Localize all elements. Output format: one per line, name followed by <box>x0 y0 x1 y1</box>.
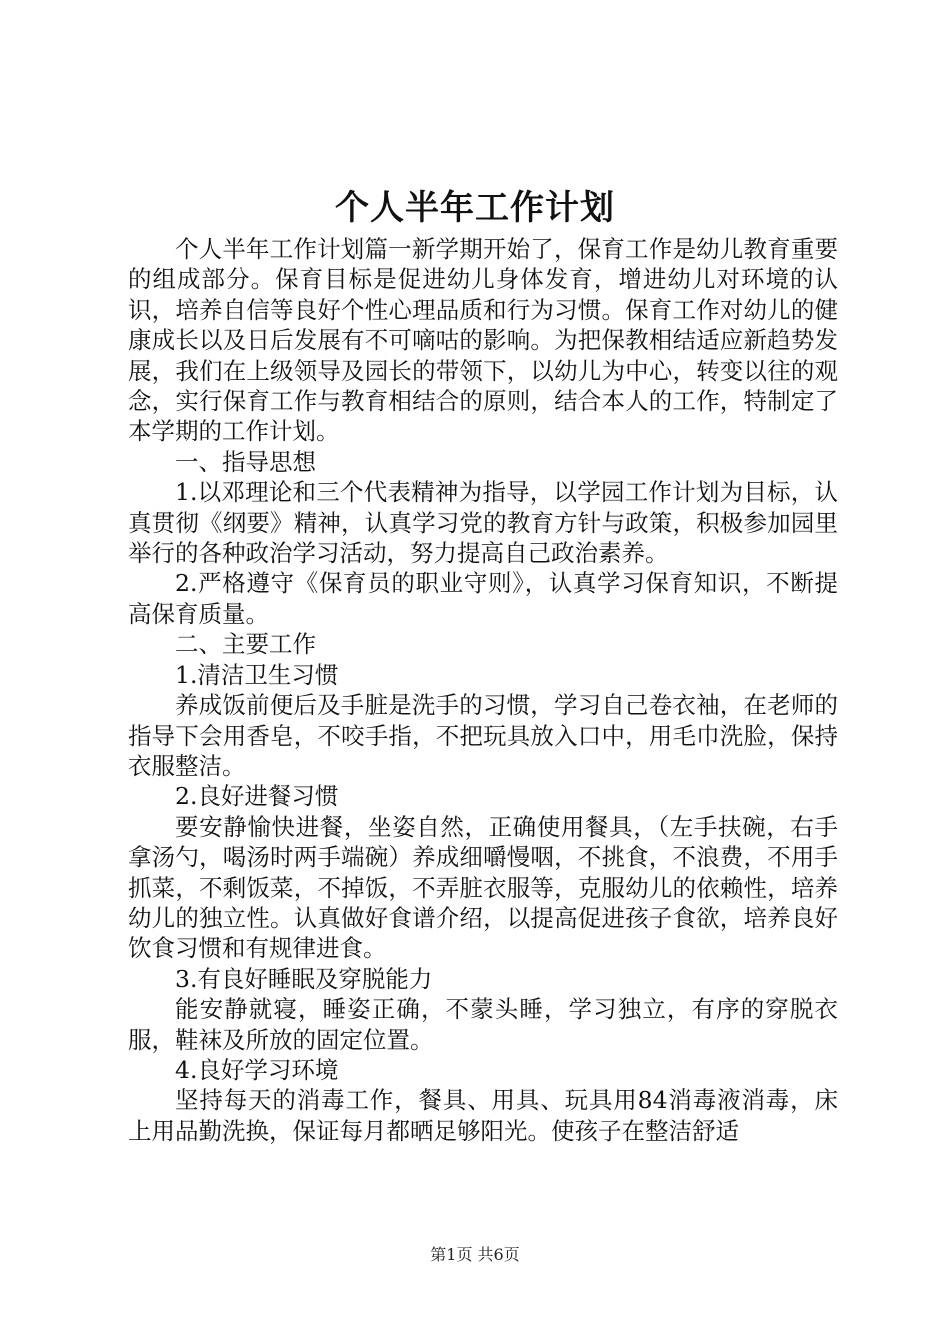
paragraph-hygiene-habits: 养成饭前便后及手脏是洗手的习惯，学习自己卷衣袖，在老师的指导下会用香皂，不咬手指，不把玩具放入口中，用毛巾洗脸，保持衣服整洁。 <box>128 691 838 780</box>
section-heading-main-work: 二、主要工作 <box>175 630 316 659</box>
subheading-eating-habits: 2.良好进餐习惯 <box>175 782 339 811</box>
document-body <box>128 234 838 1146</box>
paragraph-eating-habits: 要安静愉快进餐，坐姿自然，正确使用餐具，（左手扶碗，右手拿汤勺，喝汤时两手端碗）养成细嚼慢咽，不挑食，不浪费，不用手抓菜，不剩饭菜，不掉饭，不弄脏衣服等，克服幼儿的依赖性，培养幼儿的独立性。认真做好食谱介绍，以提高促进孩子食欲，培养良好饮食习惯和有规律进食。 <box>128 812 838 963</box>
paragraph-learning-environment: 坚持每天的消毒工作，餐具、用具、玩具用84消毒液消毒，床上用品勤洗换，保证每月都晒足够阳光。使孩子在整洁舒适 <box>128 1086 838 1145</box>
page-footer: 第1页 共6页 <box>430 1245 520 1264</box>
paragraph-guiding-2: 2.严格遵守《保育员的职业守则》，认真学习保育知识，不断提高保育质量。 <box>128 569 838 628</box>
paragraph-intro: 个人半年工作计划篇一新学期开始了，保育工作是幼儿教育重要的组成部分。保育目标是促进幼儿身体发育，增进幼儿对环境的认识，培养自信等良好个性心理品质和行为习惯。保育工作对幼儿的健康成长以及日后发展有不可嘀咕的影响。为把保教相结适应新趋势发展，我们在上级领导及园长的带领下，以幼儿为中心，转变以往的观念，实行保育工作与教育相结合的原则，结合本人的工作，特制定了本学期的工作计划。 <box>128 235 838 446</box>
subheading-learning-environment: 4.良好学习环境 <box>175 1055 339 1084</box>
paragraph-sleep-dressing: 能安静就寝，睡姿正确，不蒙头睡，学习独立，有序的穿脱衣服，鞋袜及所放的固定位置。 <box>128 995 838 1054</box>
subheading-sleep-dressing: 3.有良好睡眠及穿脱能力 <box>175 964 433 993</box>
paragraph-guiding-1: 1.以邓理论和三个代表精神为指导，以学园工作计划为目标，认真贯彻《纲要》精神，认真学习党的教育方针与政策，积极参加园里举行的各种政治学习活动，努力提高自己政治素养。 <box>128 478 838 568</box>
section-heading-guiding-thought: 一、指导思想 <box>175 447 316 476</box>
document-title: 个人半年工作计划 <box>335 188 615 228</box>
subheading-hygiene-habits: 1.清洁卫生习惯 <box>175 660 339 689</box>
